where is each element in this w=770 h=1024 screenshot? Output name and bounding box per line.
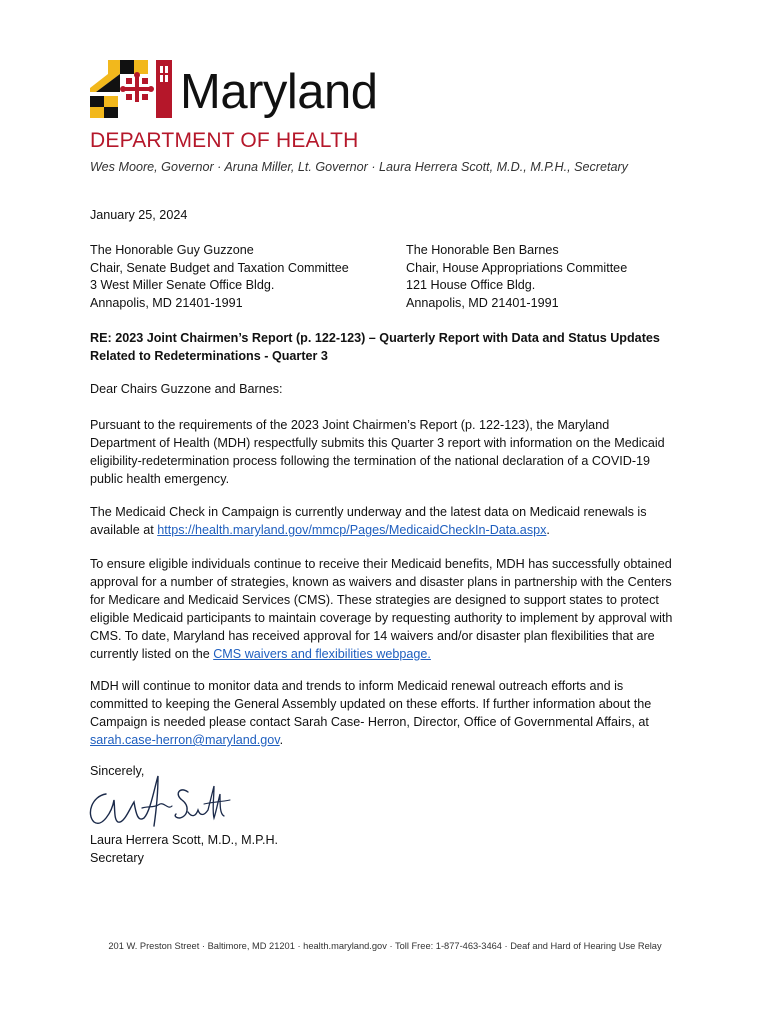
recipient-building: 3 West Miller Senate Office Bldg. (90, 278, 275, 292)
recipient-city: Annapolis, MD 21401-1991 (406, 295, 559, 310)
paragraph-end: . (546, 523, 550, 537)
recipient-title: Chair, Senate Budget and Taxation Committee (90, 260, 349, 275)
recipient-address-right (406, 242, 627, 312)
medicaid-data-link[interactable]: https://health.maryland.gov/mmcp/Pages/MedicaidCheckIn-Data.aspx (157, 523, 547, 537)
maryland-flag-logo-icon (90, 60, 186, 118)
handwritten-signature-icon (84, 772, 234, 834)
paragraph-text: MDH will continue to monitor data and trends to inform Medicaid renewal outreach efforts and is committed to keeping the General Assembly updated on these efforts. If further information about the Campaign is needed please contact Sarah Case- Herron, Director, Office of Governmental Affairs, at (90, 679, 652, 729)
recipient-name: The Honorable Ben Barnes (406, 243, 559, 257)
cms-waivers-link[interactable]: CMS waivers and flexibilities webpage. (213, 647, 431, 661)
recipient-building: 121 House Office Bldg. (406, 278, 536, 292)
body-paragraph-1: Pursuant to the requirements of the 2023 Joint Chairmen’s Report (p. 122-123), the Maryland Department of Health (MDH) respectfully submits this Quarter 3 report with information on the Medicaid eligibility-redetermination process following the termination of the national declaration of a COVID-19 public health emergency. (90, 418, 665, 486)
recipient-city: Annapolis, MD 21401-1991 (90, 295, 243, 310)
department-name: DEPARTMENT OF HEALTH (90, 129, 359, 152)
subject-line (90, 330, 670, 365)
paragraph-text: The Medicaid Check in Campaign is currently underway and the latest data on Medicaid renewals is available at (90, 505, 647, 537)
brand-name: Maryland (180, 65, 378, 119)
body-paragraph-3 (90, 555, 678, 663)
recipient-title: Chair, House Appropriations Committee (406, 260, 628, 275)
salutation: Dear Chairs Guzzone and Barnes: (90, 382, 283, 396)
closing: Sincerely, (90, 764, 145, 778)
paragraph-end: . (279, 733, 284, 747)
officials-line: Wes Moore, Governor · Aruna Miller, Lt. Governor · Laura Herrera Scott, M.D., M.P.H., Secretary (90, 160, 628, 174)
signer-title: Secretary (90, 850, 144, 865)
body-paragraph-2 (90, 503, 678, 539)
email-link[interactable]: sarah.case-herron@maryland.gov (90, 733, 280, 747)
paragraph-text: To ensure eligible individuals continue to receive their Medicaid benefits, MDH has successfully obtained approval for a number of strategies, known as waivers and disaster plans in partnership with the Centers for Medicare and Medicaid Services (CMS). These strategies are designed to support states to protect eligible Medicaid participants to maintain coverage by requesting authority to implement by approval with CMS. To date, Maryland has received approval for 14 waivers and/or disaster plan flexibilities that are currently listed on the (90, 557, 673, 661)
subject-line-2: Related to Redeterminations - Quarter 3 (90, 348, 328, 363)
subject-line-1: RE: 2023 Joint Chairmen’s Report (p. 122-123) – Quarterly Report with Data and Status Updates (90, 331, 660, 345)
signer-name: Laura Herrera Scott, M.D., M.P.H. (90, 833, 279, 847)
footer-address: 201 W. Preston Street · Baltimore, MD 21201 · health.maryland.gov · Toll Free: 1-877-463-3464 · Deaf and Hard of Hearing Use Relay (108, 941, 662, 951)
recipient-name: The Honorable Guy Guzzone (90, 243, 254, 257)
letter-date: January 25, 2024 (90, 208, 188, 222)
signer-block (90, 832, 278, 867)
body-paragraph-4 (90, 677, 678, 749)
recipient-address-left (90, 242, 349, 312)
